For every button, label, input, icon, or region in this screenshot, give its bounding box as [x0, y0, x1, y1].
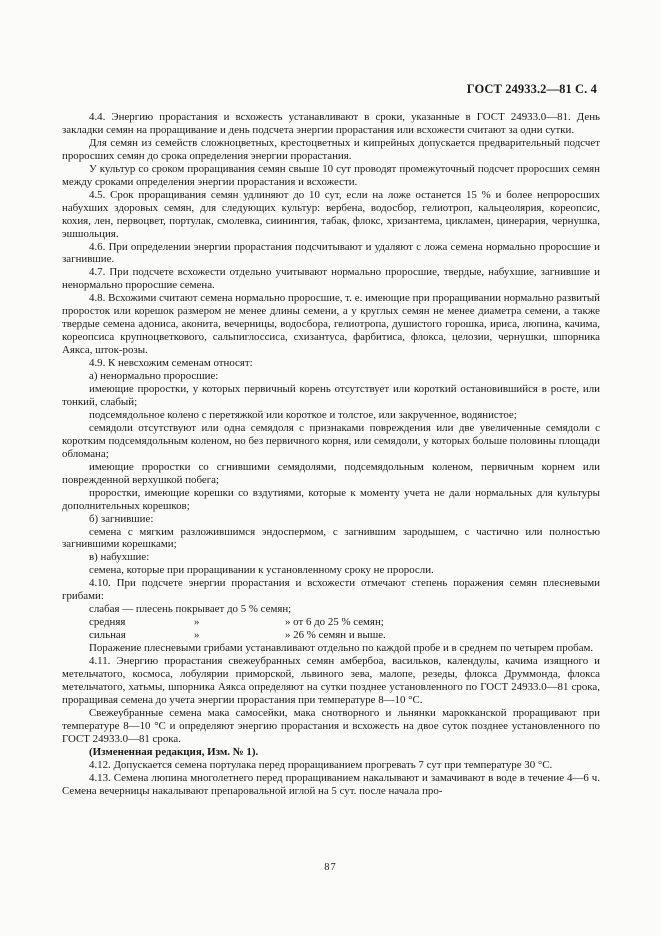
amendment-note: (Измененная редакция, Изм. № 1). — [89, 745, 259, 758]
mold-degree-label: средняя — [89, 616, 126, 629]
mold-degree-range: » от 6 до 25 % семян; — [285, 616, 384, 629]
paragraph: 4.10. При подсчете энергии прорастания и всхожести отмечают степень поражения семян плесневыми грибами: — [62, 577, 600, 603]
paragraph: семена с мягким разложившимся эндоспермом, с загнившим зародышем, с частично или полностью загнившими корешками; — [62, 525, 600, 551]
paragraph: имеющие проростки, у которых первичный корень отсутствует или короткий остановившийся в росте, или тонкий, слабый; — [62, 383, 600, 408]
ditto-mark: » — [194, 629, 200, 642]
paragraph: 4.13. Семена люпина многолетнего перед проращиванием накалывают и замачивают в воде в течение 4—6 ч. Семена вечерницы накалывают препаровальной иглой на 5 сут. после начала про- — [62, 771, 600, 797]
document-body — [62, 111, 600, 798]
paragraph: а) ненормально проросшие: — [89, 370, 219, 383]
mold-degree-label: слабая — плесень покрывает до 5 % семян; — [89, 603, 292, 616]
paragraph: подсемядольное колено с перетяжкой или короткое и толстое, или закрученное, водянистое; — [89, 408, 517, 421]
paragraph: в) набухшие: — [89, 551, 150, 564]
paragraph: б) загнившие: — [89, 512, 154, 525]
ditto-mark: » — [194, 616, 200, 629]
paragraph: семядоли отсутствуют или одна семядоля с признаками повреждения или две увеличенные семядоли с коротким подсемядольным коленом, но без первичного корня, или семядоли, у которых больше половины площади обломана; — [62, 421, 600, 460]
paragraph: 4.4. Энергию прорастания и всхожесть устанавливают в сроки, указанные в ГОСТ 24933.0—81. День закладки семян на проращивание и день подсчета энергии прорастания или всхожести считают за одни сутки. — [62, 111, 600, 136]
mold-degree-table — [62, 603, 600, 642]
paragraph: 4.12. Допускается семена портулака перед проращиванием прогревать 7 сут при температуре 30 °С. — [89, 758, 553, 771]
paragraph: Поражение плесневыми грибами устанавливают отдельно по каждой пробе и в среднем по четырем пробам. — [89, 642, 594, 655]
paragraph: 4.7. При подсчете всхожести отдельно учитывают нормально проросшие, твердые, набухшие, загнившие и ненормально проросшие семена. — [62, 266, 600, 292]
paragraph: 4.6. При определении энергии прорастания подсчитывают и удаляют с ложа семена нормально проросшие и загнившие. — [62, 240, 600, 266]
paragraph: имеющие проростки со сгнившими семядолями, подсемядольным коленом, первичным корнем или поврежденной верхушкой побега; — [62, 460, 600, 486]
paragraph: семена, которые при проращивании к установленному сроку не проросли. — [89, 564, 434, 577]
paragraph: Для семян из семейств сложноцветных, крестоцветных и кипрейных допускается предварительный подсчет проросших семян до срока определения энергии прорастания. — [62, 136, 600, 162]
paragraph: Свежеубранные семена мака самосейки, мака снотворного и льнянки марокканской проращивают при температуре 8—10 °С и определяют энергию прорастания и всхожесть на двое суток позднее установленного по ГОСТ 24933.0—81 срока. — [62, 706, 600, 745]
mold-degree-range: » 26 % семян и выше. — [285, 629, 386, 642]
paragraph: У культур со сроком проращивания семян свыше 10 сут проводят промежуточный подсчет проросших семян между сроками определения энергии прорастания и всхожести. — [62, 162, 600, 188]
paragraph: 4.8. Всхожими считают семена нормально проросшие, т. е. имеющие при проращивании нормально развитый проросток или корешок размером не менее длины семени, а у круглых семян не менее диаметра семени, а также твердые семена адониса, аконита, вечерницы, водосбора, гелиотропа, душистого горошка, ириса, люпина, качима, кореопсиса крупноцветкового, сальпиглоссиса, схизантуса, фарбитиса, флокса, целозии, чернушки, шпорника Аякса, шток-розы. — [62, 292, 600, 357]
paragraph: 4.9. К невсхожим семенам относят: — [89, 357, 253, 370]
page-header: ГОСТ 24933.2—81 С. 4 — [466, 82, 597, 96]
page-number: 87 — [324, 862, 337, 873]
paragraph: 4.5. Срок проращивания семян удлиняют до 10 сут, если на ложе останется 15 % и более непроросших набухших здоровых семян, для следующих культур: вербена, водосбор, гелиотроп, кальцеолярия, кореопсис, кохия, лен, первоцвет, портулак, смолевка, сиинингия, табак, флокс, хризантема, цикламен, цинерария, чернушка, эшшольция. — [62, 188, 600, 240]
paragraph: проростки, имеющие корешки со вздутиями, которые к моменту учета не дали нормальных для культуры дополнительных корешков; — [62, 486, 600, 512]
mold-degree-label: сильная — [89, 629, 126, 642]
paragraph: 4.11. Энергию прорастания свежеубранных семян амбербоа, васильков, календулы, качима изящного и метельчатого, космоса, лобулярии приморской, львиного зева, малопе, резеды, флокса Друммонда, флокса метельчатого, хатьмы, шпорника Аякса определяют на сутки позднее установленного по ГОСТ 24933.0—81 срока, проращивая семена до учета энергии прорастания при температуре 8—10 °С. — [62, 655, 600, 706]
